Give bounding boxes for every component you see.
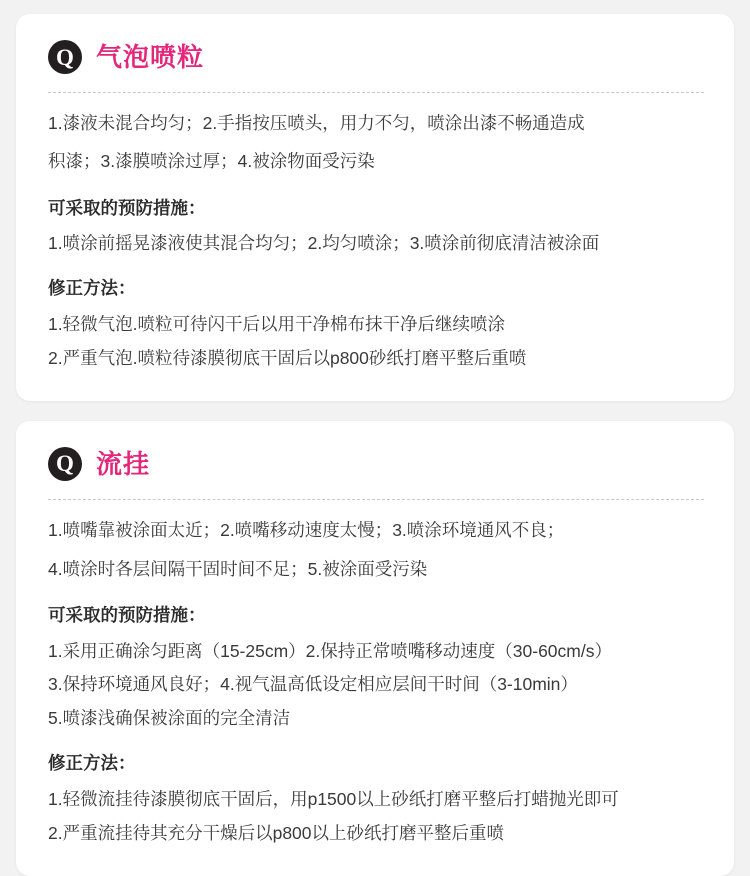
cause-line: 积漆；3.漆膜喷涂过厚；4.被涂物面受污染 xyxy=(48,151,375,172)
cause-line: 4.喷涂时各层间隔干固时间不足；5.被涂面受污染 xyxy=(48,559,428,580)
card-title: 流挂 xyxy=(96,448,151,479)
prevention-line: 3.保持环境通风良好；4.视气温高低设定相应层间干时间（3-10min） xyxy=(48,674,578,695)
header-divider xyxy=(48,92,704,93)
correction-line: 1.轻微流挂待漆膜彻底干固后，用p1500以上砂纸打磨平整后打蜡抛光即可 xyxy=(48,789,619,810)
prevention-line: 5.喷漆浅确保被涂面的完全清洁 xyxy=(48,707,291,728)
correction-line: 1.轻微气泡.喷粒可待闪干后以用干净棉布抹干净后继续喷涂 xyxy=(48,313,505,334)
question-badge-icon: Q xyxy=(48,40,82,74)
causes-block xyxy=(48,107,704,178)
prevention-label: 可采取的预防措施： xyxy=(48,197,206,218)
card-header xyxy=(48,40,704,92)
prevention-line: 1.喷涂前摇晃漆液使其混合均匀；2.均匀喷涂；3.喷涂前彻底清洁被涂面 xyxy=(48,233,600,254)
cause-line: 1.喷嘴靠被涂面太近；2.喷嘴移动速度太慢；3.喷涂环境通风不良； xyxy=(48,519,565,540)
prevention-line: 1.采用正确涂匀距离（15-25cm）2.保持正常喷嘴移动速度（30-60cm/s） xyxy=(48,640,612,661)
faq-card-bubble-spray xyxy=(16,14,734,401)
correction-label: 修正方法： xyxy=(48,753,136,774)
causes-block xyxy=(48,514,704,587)
correction-label: 修正方法： xyxy=(48,278,136,299)
faq-card-sagging xyxy=(16,421,734,876)
correction-line: 2.严重流挂待其充分干燥后以p800以上砂纸打磨平整后重喷 xyxy=(48,822,505,843)
cause-line: 1.漆液未混合均匀；2.手指按压喷头，用力不匀，喷涂出漆不畅通造成 xyxy=(48,113,585,133)
card-header xyxy=(48,447,704,499)
question-badge-icon: Q xyxy=(48,447,82,481)
header-divider xyxy=(48,499,704,500)
prevention-label: 可采取的预防措施： xyxy=(48,605,206,626)
correction-line: 2.严重气泡.喷粒待漆膜彻底干固后以p800砂纸打磨平整后重喷 xyxy=(48,347,527,368)
card-title: 气泡喷粒 xyxy=(96,41,205,72)
